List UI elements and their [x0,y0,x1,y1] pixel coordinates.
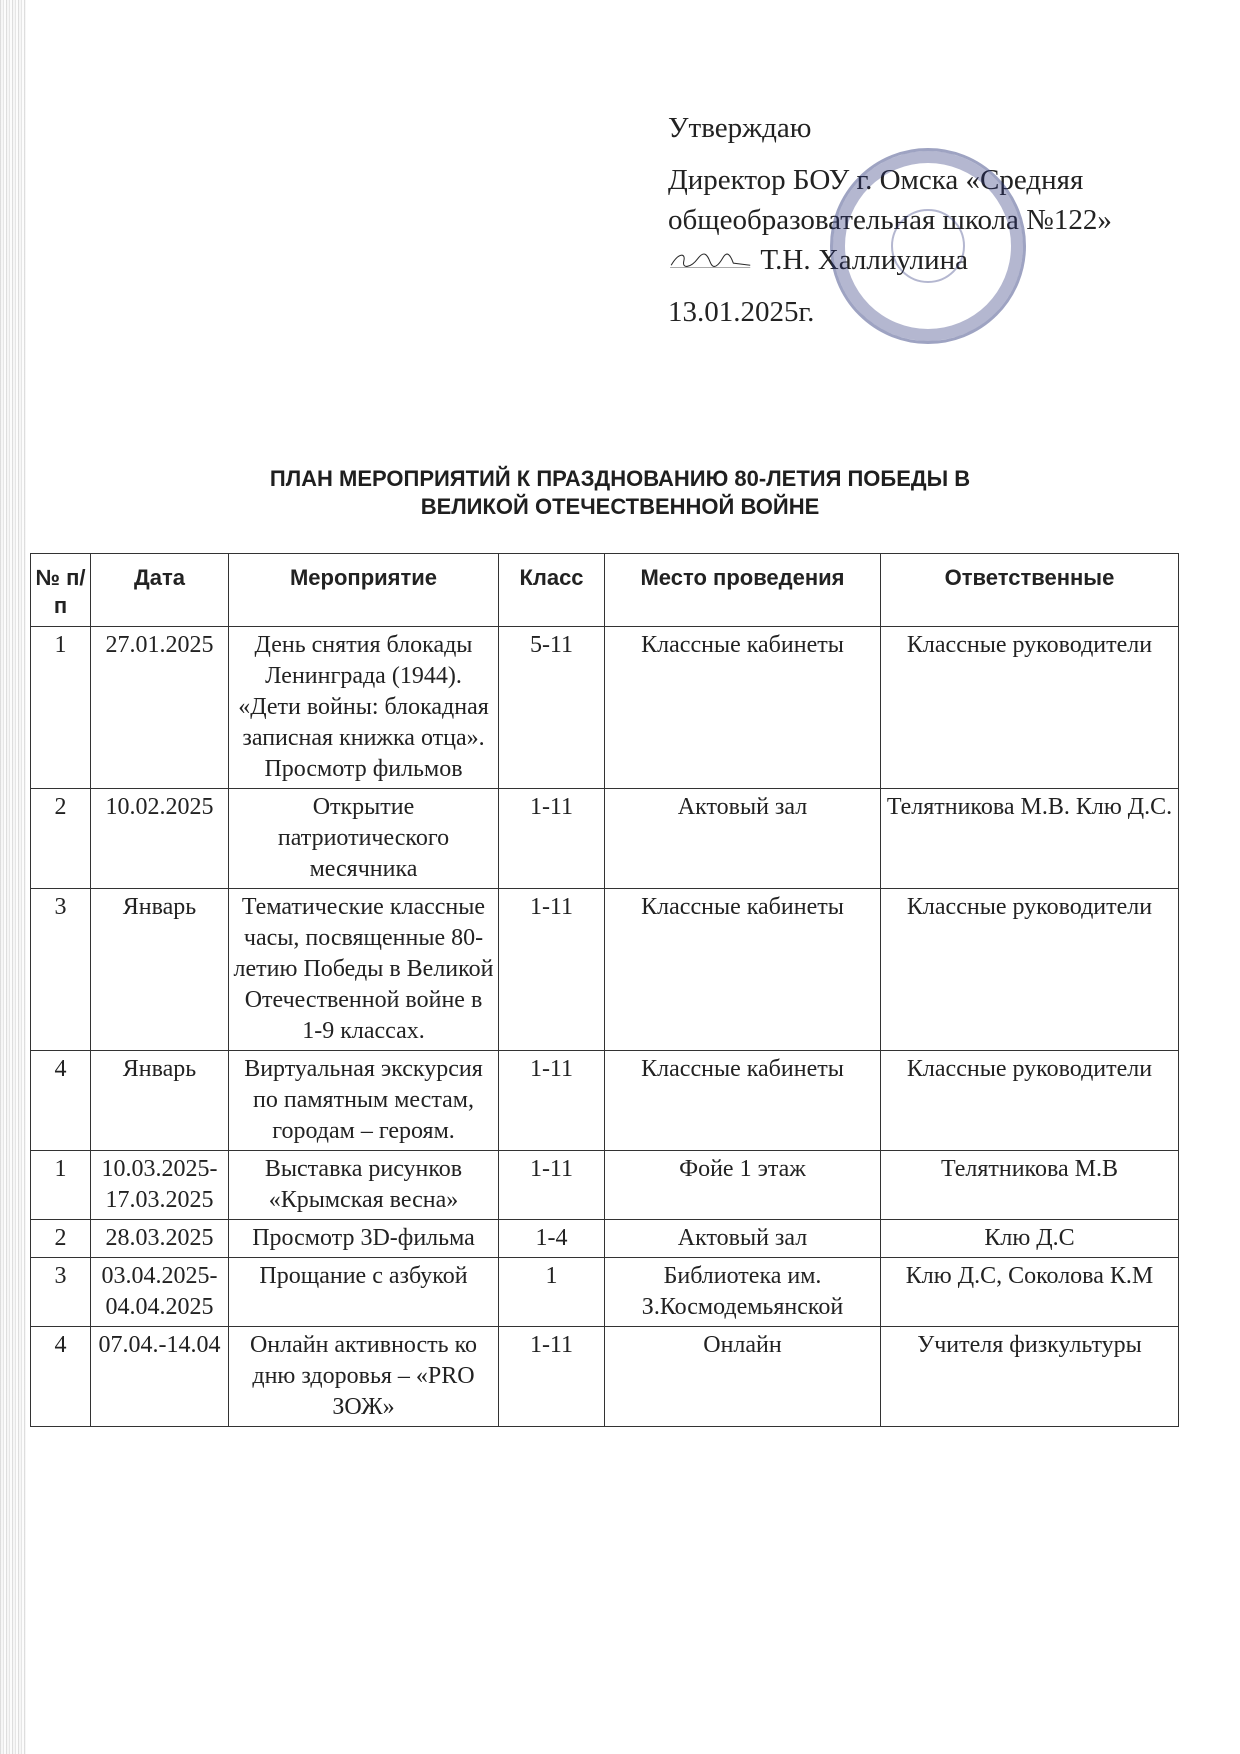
document-title [120,465,1120,521]
row-venue: Классные кабинеты [605,1051,881,1151]
row-venue: Классные кабинеты [605,627,881,789]
row-number: 4 [31,1327,91,1427]
row-number: 4 [31,1051,91,1151]
row-date: 28.03.2025 [91,1220,229,1258]
row-date: 07.04.-14.04 [91,1327,229,1427]
row-grade: 1-11 [499,1327,605,1427]
row-grade: 1-11 [499,1051,605,1151]
header-responsible: Ответственные [881,554,1179,627]
row-event: Открытие патриотического месячника [229,789,499,889]
table-row [31,1051,1179,1151]
row-number: 1 [31,1151,91,1220]
row-responsible: Классные руководители [881,1051,1179,1151]
table-row [31,789,1179,889]
row-event: Виртуальная экскурсия по памятным местам, городам – героям. [229,1051,499,1151]
school-stamp [830,148,1026,344]
header-venue: Место проведения [605,554,881,627]
row-number: 2 [31,789,91,889]
row-venue: Фойе 1 этаж [605,1151,881,1220]
row-venue: Библиотека им. З.Космодемьянской [605,1258,881,1327]
row-number: 1 [31,627,91,789]
row-grade: 1-11 [499,889,605,1051]
row-venue: Классные кабинеты [605,889,881,1051]
row-number: 3 [31,889,91,1051]
director-line-1: Директор БОУ г. Омска «Средняя [668,164,1084,196]
approve-label: Утверждаю [668,112,812,144]
table-row [31,1327,1179,1427]
stamp-emblem [891,209,965,283]
table-row [31,1220,1179,1258]
row-grade: 1-4 [499,1220,605,1258]
signatory-name: Т.Н. Халлиулина [760,244,968,276]
row-responsible: Клю Д.С [881,1220,1179,1258]
signature-image [668,240,752,280]
row-responsible: Телятникова М.В. Клю Д.С. [881,789,1179,889]
row-number: 3 [31,1258,91,1327]
table-row [31,1151,1179,1220]
row-event: Прощание с азбукой [229,1258,499,1327]
table-row [31,1258,1179,1327]
row-venue: Онлайн [605,1327,881,1427]
row-date: Январь [91,889,229,1051]
events-table [30,553,1179,1427]
table-header-row [31,554,1179,627]
row-event: День снятия блокады Ленинграда (1944). «Дети войны: блокадная записная книжка отца». Просмотр фильмов [229,627,499,789]
row-responsible: Телятникова М.В [881,1151,1179,1220]
row-venue: Актовый зал [605,1220,881,1258]
row-event: Выставка рисунков «Крымская весна» [229,1151,499,1220]
header-event: Мероприятие [229,554,499,627]
table-row [31,627,1179,789]
row-date: Январь [91,1051,229,1151]
row-responsible: Классные руководители [881,627,1179,789]
row-date: 10.03.2025-17.03.2025 [91,1151,229,1220]
row-grade: 1-11 [499,1151,605,1220]
director-line-2: общеобразовательная школа №122» [668,204,1112,236]
row-grade: 1 [499,1258,605,1327]
row-responsible: Учителя физкультуры [881,1327,1179,1427]
approval-date: 13.01.2025г. [668,296,815,328]
row-responsible: Классные руководители [881,889,1179,1051]
row-event: Просмотр 3D-фильма [229,1220,499,1258]
header-grade: Класс [499,554,605,627]
row-number: 2 [31,1220,91,1258]
title-line-2: ВЕЛИКОЙ ОТЕЧЕСТВЕННОЙ ВОЙНЕ [420,494,820,519]
header-number: № п/п [31,554,91,627]
table-row [31,889,1179,1051]
row-date: 10.02.2025 [91,789,229,889]
row-grade: 1-11 [499,789,605,889]
scan-edge [0,0,26,1754]
row-venue: Актовый зал [605,789,881,889]
title-line-1: ПЛАН МЕРОПРИЯТИЙ К ПРАЗДНОВАНИЮ 80-ЛЕТИЯ ПОБЕДЫ В [269,466,971,491]
header-date: Дата [91,554,229,627]
row-date: 03.04.2025-04.04.2025 [91,1258,229,1327]
row-responsible: Клю Д.С, Соколова К.М [881,1258,1179,1327]
row-date: 27.01.2025 [91,627,229,789]
row-grade: 5-11 [499,627,605,789]
row-event: Тематические классные часы, посвященные 80-летию Победы в Великой Отечественной войне в 1-9 классах. [229,889,499,1051]
row-event: Онлайн активность ко дню здоровья – «PRO ЗОЖ» [229,1327,499,1427]
